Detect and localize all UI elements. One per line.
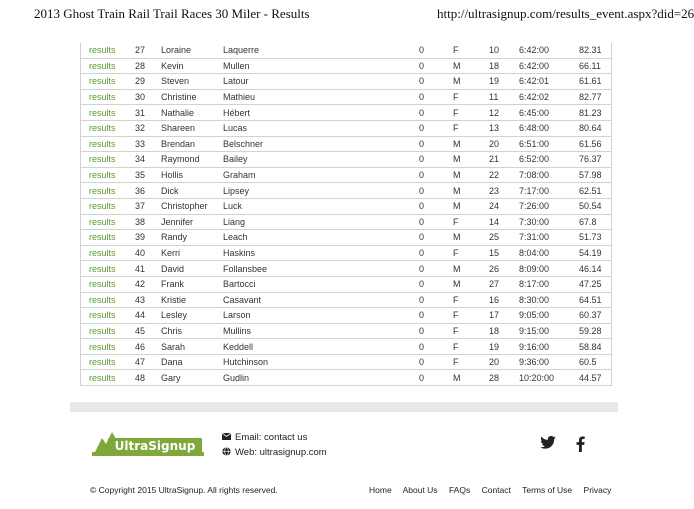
results-link[interactable]: results — [81, 276, 136, 292]
finish-time-cell: 9:36:00 — [519, 354, 579, 370]
logo-text: UltraSignup — [114, 439, 196, 453]
finish-time-cell: 6:51:00 — [519, 136, 579, 152]
table-row — [81, 183, 612, 199]
results-link[interactable]: results — [81, 152, 136, 168]
finish-time-cell: 8:30:00 — [519, 292, 579, 308]
runner-rank-cell: 67.8 — [579, 214, 612, 230]
last-name-cell: Haskins — [223, 245, 419, 261]
last-name-cell: Larson — [223, 308, 419, 324]
first-name-cell: Raymond — [161, 152, 223, 168]
place-cell: 33 — [135, 136, 161, 152]
runner-rank-cell: 59.28 — [579, 323, 612, 339]
first-name-cell: Kerri — [161, 245, 223, 261]
gender-rank-cell: 24 — [489, 198, 519, 214]
gender-cell: M — [453, 74, 489, 90]
last-name-cell: Leach — [223, 230, 419, 246]
last-name-cell: Bailey — [223, 152, 419, 168]
results-link[interactable]: results — [81, 167, 136, 183]
gender-rank-cell: 25 — [489, 230, 519, 246]
results-link[interactable]: results — [81, 292, 136, 308]
gender-cell: F — [453, 105, 489, 121]
gender-cell: M — [453, 230, 489, 246]
place-cell: 44 — [135, 308, 161, 324]
finish-time-cell: 9:05:00 — [519, 308, 579, 324]
table-row — [81, 245, 612, 261]
finish-time-cell: 7:26:00 — [519, 198, 579, 214]
age-cell: 0 — [419, 354, 453, 370]
results-link[interactable]: results — [81, 74, 136, 90]
age-cell: 0 — [419, 230, 453, 246]
table-row — [81, 230, 612, 246]
finish-time-cell: 6:42:00 — [519, 43, 579, 58]
last-name-cell: Hébert — [223, 105, 419, 121]
first-name-cell: Sarah — [161, 339, 223, 355]
footer-link-faqs[interactable]: FAQs — [448, 485, 471, 495]
gender-rank-cell: 26 — [489, 261, 519, 277]
gender-cell: M — [453, 370, 489, 386]
last-name-cell: Mullins — [223, 323, 419, 339]
place-cell: 38 — [135, 214, 161, 230]
table-row — [81, 152, 612, 168]
finish-time-cell: 7:31:00 — [519, 230, 579, 246]
results-table — [80, 43, 612, 386]
results-link[interactable]: results — [81, 261, 136, 277]
place-cell: 36 — [135, 183, 161, 199]
table-row — [81, 198, 612, 214]
last-name-cell: Luck — [223, 198, 419, 214]
table-row — [81, 105, 612, 121]
gender-rank-cell: 18 — [489, 323, 519, 339]
age-cell: 0 — [419, 198, 453, 214]
results-link[interactable]: results — [81, 339, 136, 355]
gender-cell: F — [453, 89, 489, 105]
footer-link-terms-of-use[interactable]: Terms of Use — [522, 485, 573, 495]
gender-cell: F — [453, 214, 489, 230]
table-row — [81, 120, 612, 136]
runner-rank-cell: 60.5 — [579, 354, 612, 370]
place-cell: 42 — [135, 276, 161, 292]
gender-rank-cell: 22 — [489, 167, 519, 183]
gender-cell: M — [453, 183, 489, 199]
gender-cell: M — [453, 276, 489, 292]
table-row — [81, 370, 612, 386]
gender-cell: F — [453, 308, 489, 324]
footer-divider-bar — [70, 402, 618, 412]
first-name-cell: Hollis — [161, 167, 223, 183]
last-name-cell: Liang — [223, 214, 419, 230]
gender-cell: F — [453, 43, 489, 58]
table-row — [81, 214, 612, 230]
first-name-cell: Dana — [161, 354, 223, 370]
table-row — [81, 261, 612, 277]
gender-cell: M — [453, 152, 489, 168]
table-row — [81, 89, 612, 105]
runner-rank-cell: 50.54 — [579, 198, 612, 214]
gender-rank-cell: 20 — [489, 354, 519, 370]
results-link[interactable]: results — [81, 89, 136, 105]
runner-rank-cell: 66.11 — [579, 58, 612, 74]
finish-time-cell: 6:48:00 — [519, 120, 579, 136]
age-cell: 0 — [419, 245, 453, 261]
age-cell: 0 — [419, 370, 453, 386]
results-link[interactable]: results — [81, 58, 136, 74]
email-link[interactable]: Email: contact us — [235, 432, 308, 443]
contact-info — [222, 430, 327, 460]
age-cell: 0 — [419, 105, 453, 121]
place-cell: 41 — [135, 261, 161, 277]
footer-link-privacy[interactable]: Privacy — [583, 485, 612, 495]
table-row — [81, 43, 612, 58]
runner-rank-cell: 46.14 — [579, 261, 612, 277]
table-row — [81, 323, 612, 339]
age-cell: 0 — [419, 261, 453, 277]
table-row — [81, 58, 612, 74]
gender-cell: M — [453, 261, 489, 277]
results-link[interactable]: results — [81, 43, 136, 58]
first-name-cell: Dick — [161, 183, 223, 199]
first-name-cell: Jennifer — [161, 214, 223, 230]
gender-cell: F — [453, 292, 489, 308]
gender-rank-cell: 17 — [489, 308, 519, 324]
table-row — [81, 339, 612, 355]
age-cell: 0 — [419, 136, 453, 152]
finish-time-cell: 6:42:01 — [519, 74, 579, 90]
place-cell: 28 — [135, 58, 161, 74]
gender-rank-cell: 18 — [489, 58, 519, 74]
runner-rank-cell: 44.57 — [579, 370, 612, 386]
results-link[interactable]: results — [81, 214, 136, 230]
email-row[interactable] — [222, 430, 327, 445]
runner-rank-cell: 76.37 — [579, 152, 612, 168]
last-name-cell: Belschner — [223, 136, 419, 152]
results-link[interactable]: results — [81, 370, 136, 386]
footer-link-home[interactable]: Home — [369, 485, 392, 495]
first-name-cell: Randy — [161, 230, 223, 246]
gender-cell: M — [453, 198, 489, 214]
results-link[interactable]: results — [81, 183, 136, 199]
last-name-cell: Lucas — [223, 120, 419, 136]
gender-rank-cell: 11 — [489, 89, 519, 105]
footer-nav — [369, 485, 620, 495]
first-name-cell: Steven — [161, 74, 223, 90]
results-link[interactable]: results — [81, 198, 136, 214]
runner-rank-cell: 57.98 — [579, 167, 612, 183]
last-name-cell: Mullen — [223, 58, 419, 74]
ultrasignup-logo[interactable] — [92, 428, 204, 458]
last-name-cell: Casavant — [223, 292, 419, 308]
place-cell: 40 — [135, 245, 161, 261]
runner-rank-cell: 82.31 — [579, 43, 612, 58]
finish-time-cell: 9:15:00 — [519, 323, 579, 339]
last-name-cell: Follansbee — [223, 261, 419, 277]
results-link[interactable]: results — [81, 323, 136, 339]
gender-cell: M — [453, 58, 489, 74]
gender-rank-cell: 23 — [489, 183, 519, 199]
runner-rank-cell: 51.73 — [579, 230, 612, 246]
place-cell: 48 — [135, 370, 161, 386]
table-row — [81, 276, 612, 292]
gender-rank-cell: 20 — [489, 136, 519, 152]
results-link[interactable]: results — [81, 308, 136, 324]
age-cell: 0 — [419, 167, 453, 183]
footer-link-about-us[interactable]: About Us — [402, 485, 438, 495]
document-title: 2013 Ghost Train Rail Trail Races 30 Miler - Results — [34, 6, 310, 21]
gender-rank-cell: 21 — [489, 152, 519, 168]
gender-rank-cell: 12 — [489, 105, 519, 121]
finish-time-cell: 6:52:00 — [519, 152, 579, 168]
runner-rank-cell: 47.25 — [579, 276, 612, 292]
runner-rank-cell: 61.61 — [579, 74, 612, 90]
results-link[interactable]: results — [81, 120, 136, 136]
runner-rank-cell: 60.37 — [579, 308, 612, 324]
first-name-cell: Christine — [161, 89, 223, 105]
last-name-cell: Bartocci — [223, 276, 419, 292]
runner-rank-cell: 58.84 — [579, 339, 612, 355]
table-row — [81, 167, 612, 183]
finish-time-cell: 8:17:00 — [519, 276, 579, 292]
social-links — [540, 436, 585, 457]
first-name-cell: Frank — [161, 276, 223, 292]
first-name-cell: Kevin — [161, 58, 223, 74]
copyright-text: © Copyright 2015 UltraSignup. All rights reserved. — [90, 485, 278, 495]
results-link[interactable]: results — [81, 354, 136, 370]
document-url: http://ultrasignup.com/results_event.aspx?did=26 — [437, 6, 694, 21]
results-link[interactable]: results — [81, 230, 136, 246]
first-name-cell: Nathalie — [161, 105, 223, 121]
finish-time-cell: 7:08:00 — [519, 167, 579, 183]
first-name-cell: Gary — [161, 370, 223, 386]
gender-rank-cell: 19 — [489, 339, 519, 355]
gender-rank-cell: 13 — [489, 120, 519, 136]
place-cell: 29 — [135, 74, 161, 90]
gender-cell: M — [453, 136, 489, 152]
runner-rank-cell: 61.56 — [579, 136, 612, 152]
place-cell: 34 — [135, 152, 161, 168]
place-cell: 37 — [135, 198, 161, 214]
place-cell: 32 — [135, 120, 161, 136]
table-row — [81, 354, 612, 370]
gender-rank-cell: 19 — [489, 74, 519, 90]
runner-rank-cell: 80.64 — [579, 120, 612, 136]
last-name-cell: Latour — [223, 74, 419, 90]
last-name-cell: Lipsey — [223, 183, 419, 199]
finish-time-cell: 7:30:00 — [519, 214, 579, 230]
gender-cell: F — [453, 120, 489, 136]
last-name-cell: Keddell — [223, 339, 419, 355]
envelope-icon — [222, 432, 235, 443]
place-cell: 45 — [135, 323, 161, 339]
first-name-cell: Chris — [161, 323, 223, 339]
gender-cell: F — [453, 354, 489, 370]
table-row — [81, 136, 612, 152]
age-cell: 0 — [419, 58, 453, 74]
gender-cell: M — [453, 167, 489, 183]
first-name-cell: David — [161, 261, 223, 277]
gender-rank-cell: 16 — [489, 292, 519, 308]
place-cell: 39 — [135, 230, 161, 246]
runner-rank-cell: 64.51 — [579, 292, 612, 308]
last-name-cell: Graham — [223, 167, 419, 183]
first-name-cell: Lesley — [161, 308, 223, 324]
globe-icon — [222, 447, 235, 459]
last-name-cell: Hutchinson — [223, 354, 419, 370]
finish-time-cell: 6:45:00 — [519, 105, 579, 121]
table-row — [81, 74, 612, 90]
first-name-cell: Kristie — [161, 292, 223, 308]
first-name-cell: Christopher — [161, 198, 223, 214]
finish-time-cell: 7:17:00 — [519, 183, 579, 199]
facebook-icon[interactable] — [576, 436, 585, 457]
results-link[interactable]: results — [81, 105, 136, 121]
age-cell: 0 — [419, 74, 453, 90]
age-cell: 0 — [419, 214, 453, 230]
place-cell: 35 — [135, 167, 161, 183]
gender-rank-cell: 10 — [489, 43, 519, 58]
place-cell: 47 — [135, 354, 161, 370]
gender-cell: F — [453, 245, 489, 261]
results-table-body — [81, 43, 612, 386]
place-cell: 46 — [135, 339, 161, 355]
last-name-cell: Gudlin — [223, 370, 419, 386]
age-cell: 0 — [419, 152, 453, 168]
runner-rank-cell: 81.23 — [579, 105, 612, 121]
gender-cell: F — [453, 323, 489, 339]
finish-time-cell: 6:42:00 — [519, 58, 579, 74]
place-cell: 31 — [135, 105, 161, 121]
gender-rank-cell: 15 — [489, 245, 519, 261]
finish-time-cell: 10:20:00 — [519, 370, 579, 386]
twitter-icon[interactable] — [540, 436, 556, 457]
table-row — [81, 308, 612, 324]
last-name-cell: Laquerre — [223, 43, 419, 58]
gender-cell: F — [453, 339, 489, 355]
age-cell: 0 — [419, 308, 453, 324]
place-cell: 27 — [135, 43, 161, 58]
gender-rank-cell: 14 — [489, 214, 519, 230]
footer-link-contact[interactable]: Contact — [481, 485, 511, 495]
web-link[interactable]: Web: ultrasignup.com — [235, 447, 327, 458]
first-name-cell: Loraine — [161, 43, 223, 58]
place-cell: 30 — [135, 89, 161, 105]
web-row[interactable] — [222, 445, 327, 460]
gender-rank-cell: 28 — [489, 370, 519, 386]
table-row — [81, 292, 612, 308]
age-cell: 0 — [419, 120, 453, 136]
first-name-cell: Shareen — [161, 120, 223, 136]
finish-time-cell: 9:16:00 — [519, 339, 579, 355]
finish-time-cell: 8:04:00 — [519, 245, 579, 261]
finish-time-cell: 8:09:00 — [519, 261, 579, 277]
place-cell: 43 — [135, 292, 161, 308]
runner-rank-cell: 62.51 — [579, 183, 612, 199]
age-cell: 0 — [419, 43, 453, 58]
results-link[interactable]: results — [81, 136, 136, 152]
gender-rank-cell: 27 — [489, 276, 519, 292]
age-cell: 0 — [419, 323, 453, 339]
results-link[interactable]: results — [81, 245, 136, 261]
last-name-cell: Mathieu — [223, 89, 419, 105]
first-name-cell: Brendan — [161, 136, 223, 152]
runner-rank-cell: 54.19 — [579, 245, 612, 261]
age-cell: 0 — [419, 183, 453, 199]
age-cell: 0 — [419, 339, 453, 355]
finish-time-cell: 6:42:02 — [519, 89, 579, 105]
age-cell: 0 — [419, 89, 453, 105]
age-cell: 0 — [419, 276, 453, 292]
runner-rank-cell: 82.77 — [579, 89, 612, 105]
age-cell: 0 — [419, 292, 453, 308]
